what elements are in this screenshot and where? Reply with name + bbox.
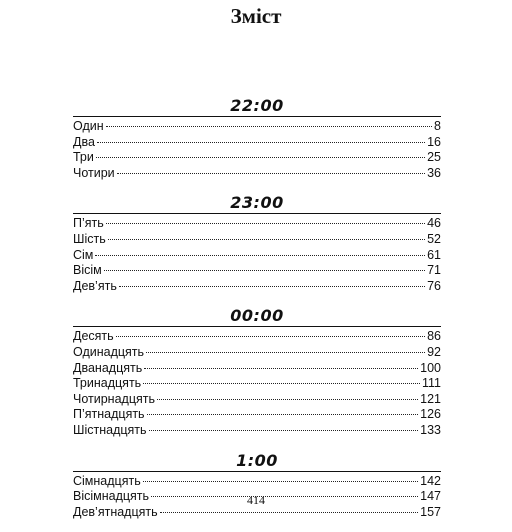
entry-label: Десять bbox=[73, 329, 114, 344]
dot-leader bbox=[143, 383, 420, 384]
entry-page-number: 92 bbox=[427, 344, 441, 359]
dot-leader bbox=[119, 286, 425, 287]
toc-entry[interactable] bbox=[73, 423, 441, 439]
entry-page-number: 71 bbox=[427, 263, 441, 278]
entry-page-number: 121 bbox=[420, 391, 441, 406]
entry-label: Сімнадцять bbox=[73, 473, 141, 488]
dot-leader bbox=[106, 223, 425, 224]
section-heading: 23:00 bbox=[73, 193, 441, 214]
toc-entry[interactable] bbox=[73, 407, 441, 423]
entry-label: Один bbox=[73, 119, 104, 133]
toc-entry[interactable] bbox=[73, 135, 441, 151]
entry-label: Два bbox=[73, 134, 95, 149]
entry-label: Чотири bbox=[73, 165, 115, 180]
entry-label: Тринадцять bbox=[73, 376, 142, 391]
dot-leader bbox=[149, 430, 419, 431]
toc-entry[interactable] bbox=[73, 376, 441, 392]
entry-page-number: 16 bbox=[427, 134, 441, 149]
dot-leader bbox=[157, 399, 418, 400]
toc-entry[interactable] bbox=[73, 279, 441, 295]
entry-page-number: 111 bbox=[421, 376, 441, 391]
toc-entry[interactable] bbox=[73, 150, 441, 166]
toc-entry[interactable] bbox=[73, 345, 441, 361]
entry-label: Вісімнадцять bbox=[73, 489, 150, 504]
toc-entry[interactable] bbox=[73, 392, 441, 408]
entry-page-number: 36 bbox=[427, 165, 441, 180]
entry-label: Дванадцять bbox=[73, 360, 143, 375]
dot-leader bbox=[143, 481, 418, 482]
entry-page-number: 76 bbox=[427, 278, 441, 293]
dot-leader bbox=[97, 142, 425, 143]
entry-page-number: 100 bbox=[420, 360, 441, 375]
entry-page-number: 142 bbox=[420, 473, 441, 488]
toc-entry[interactable] bbox=[73, 474, 441, 490]
dot-leader bbox=[95, 255, 425, 256]
dot-leader bbox=[96, 157, 425, 158]
toc-entry[interactable] bbox=[73, 329, 441, 345]
toc-section bbox=[73, 306, 441, 438]
entry-page-number: 25 bbox=[427, 150, 441, 165]
entry-label: Чотирнадцять bbox=[73, 391, 155, 406]
entry-label: Шістнадцять bbox=[73, 422, 147, 437]
toc-entry[interactable] bbox=[73, 232, 441, 248]
dot-leader bbox=[144, 368, 418, 369]
toc-entry[interactable] bbox=[73, 361, 441, 377]
toc-entry[interactable] bbox=[73, 263, 441, 279]
entry-label: Три bbox=[73, 150, 94, 165]
entry-label: Сім bbox=[73, 247, 94, 262]
entry-page-number: 52 bbox=[427, 231, 441, 246]
dot-leader bbox=[116, 336, 425, 337]
entry-label: Дев’ятнадцять bbox=[73, 504, 158, 519]
entry-page-number: 133 bbox=[420, 422, 441, 437]
entry-page-number: 86 bbox=[427, 329, 441, 344]
toc-section bbox=[73, 451, 441, 521]
entry-label: Вісім bbox=[73, 263, 102, 278]
dot-leader bbox=[147, 414, 419, 415]
toc-entry[interactable] bbox=[73, 166, 441, 182]
entry-page-number: 61 bbox=[427, 247, 441, 262]
dot-leader bbox=[106, 126, 432, 127]
section-heading: 00:00 bbox=[73, 306, 441, 327]
page-number: 414 bbox=[247, 493, 265, 507]
entry-page-number: 8 bbox=[434, 119, 441, 133]
section-heading: 22:00 bbox=[73, 96, 441, 117]
entry-label: Дев’ять bbox=[73, 278, 117, 293]
dot-leader bbox=[146, 352, 425, 353]
entry-page-number: 147 bbox=[420, 489, 441, 504]
entry-page-number: 46 bbox=[427, 216, 441, 231]
entry-page-number: 126 bbox=[420, 407, 441, 422]
page-title: Зміст bbox=[230, 4, 282, 28]
toc-entry[interactable] bbox=[73, 248, 441, 264]
entry-label: П’ятнадцять bbox=[73, 407, 145, 422]
section-heading: 1:00 bbox=[73, 451, 441, 472]
dot-leader bbox=[117, 173, 425, 174]
entry-label: Одинадцять bbox=[73, 344, 145, 359]
toc-section bbox=[73, 96, 441, 181]
toc-section bbox=[73, 193, 441, 294]
dot-leader bbox=[104, 270, 425, 271]
toc-entry[interactable] bbox=[73, 216, 441, 232]
dot-leader bbox=[108, 239, 425, 240]
toc-entry[interactable] bbox=[73, 119, 441, 135]
entry-label: П’ять bbox=[73, 216, 104, 231]
table-of-contents bbox=[73, 96, 441, 532]
entry-page-number: 157 bbox=[420, 504, 441, 519]
entry-label: Шість bbox=[73, 231, 106, 246]
